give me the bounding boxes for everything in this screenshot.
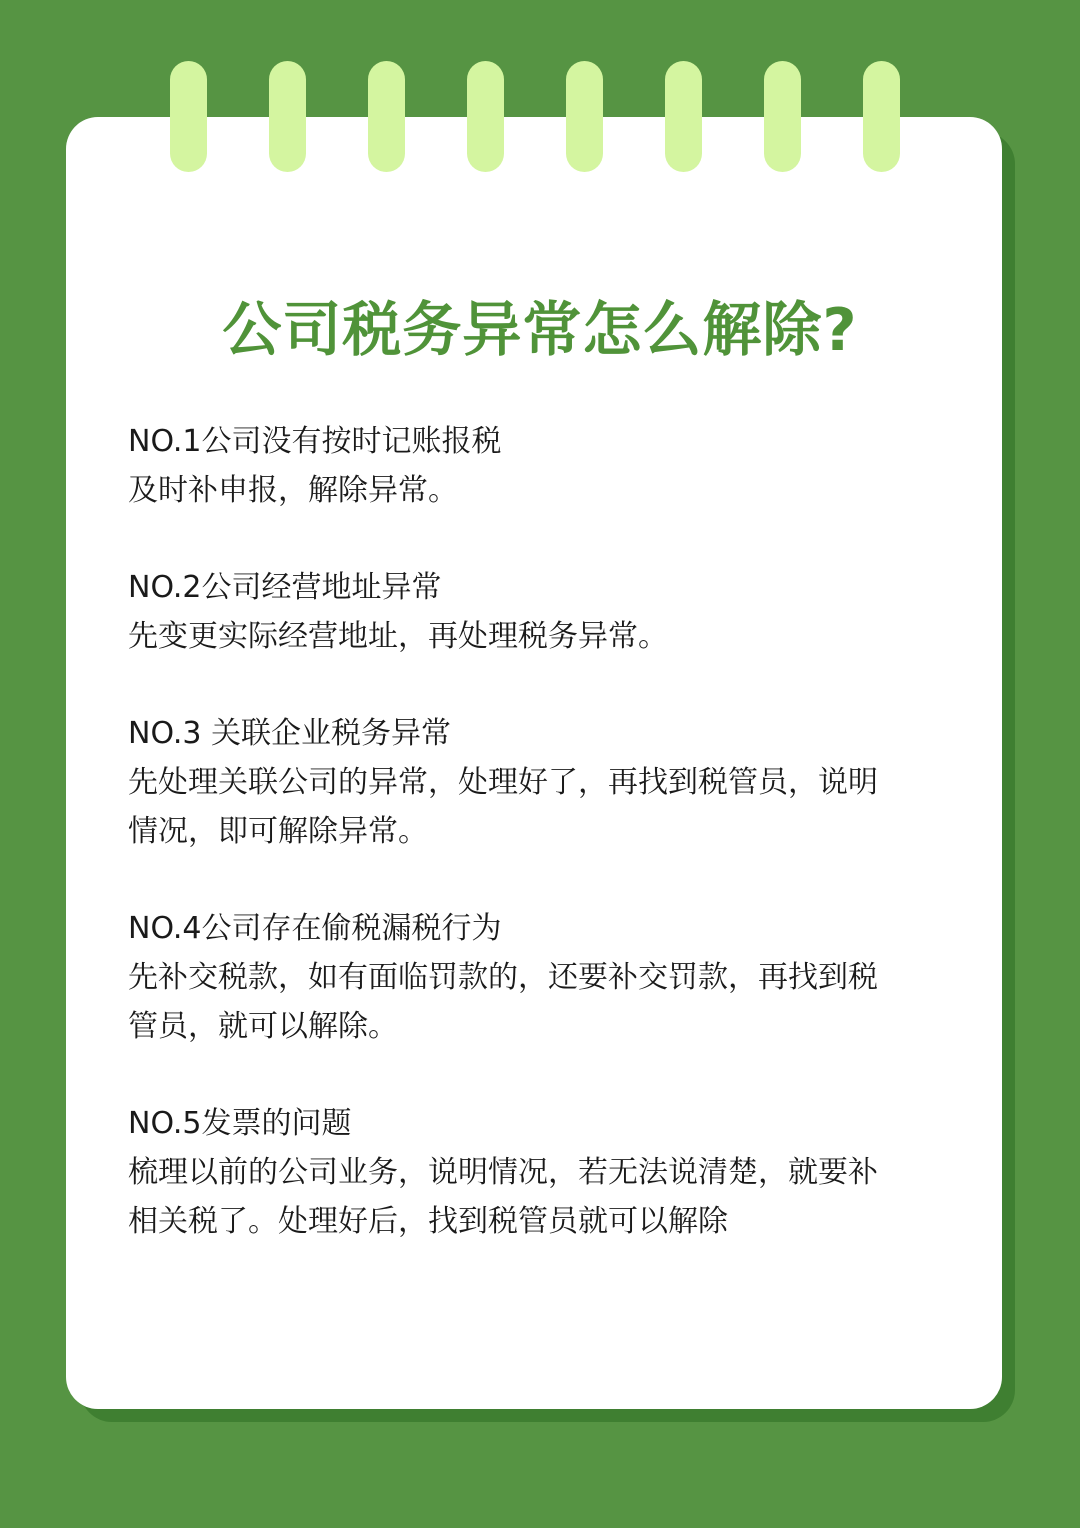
tip-heading: NO.5发票的问题	[128, 1106, 352, 1141]
tip-body: 先处理关联公司的异常，处理好了，再找到税管员，说明 情况，即可解除异常。	[128, 765, 878, 849]
binder-ring	[170, 61, 207, 172]
binder-ring	[665, 61, 702, 172]
tip-heading: NO.3 关联企业税务异常	[128, 716, 451, 751]
tip-heading: NO.2公司经营地址异常	[128, 570, 442, 605]
tip-section	[128, 563, 958, 661]
tip-body: 先变更实际经营地址，再处理税务异常。	[128, 619, 668, 654]
tip-section	[128, 709, 958, 856]
tip-body: 及时补申报，解除异常。	[128, 473, 458, 508]
binder-ring	[269, 61, 306, 172]
binder-ring	[566, 61, 603, 172]
page-title: 公司税务异常怎么解除?	[222, 295, 858, 364]
tip-section	[128, 904, 958, 1051]
tip-body: 先补交税款，如有面临罚款的，还要补交罚款，再找到税 管员，就可以解除。	[128, 960, 878, 1044]
tip-heading: NO.4公司存在偷税漏税行为	[128, 911, 502, 946]
binder-ring	[467, 61, 504, 172]
binder-ring	[764, 61, 801, 172]
tip-body: 梳理以前的公司业务，说明情况，若无法说清楚，就要补 相关税了。处理好后，找到税管员就可以解除	[128, 1155, 878, 1239]
tips-list	[128, 417, 958, 1294]
binder-ring	[368, 61, 405, 172]
tip-section	[128, 417, 958, 515]
tip-heading: NO.1公司没有按时记账报税	[128, 424, 502, 459]
binder-ring	[863, 61, 900, 172]
tip-section	[128, 1099, 958, 1246]
